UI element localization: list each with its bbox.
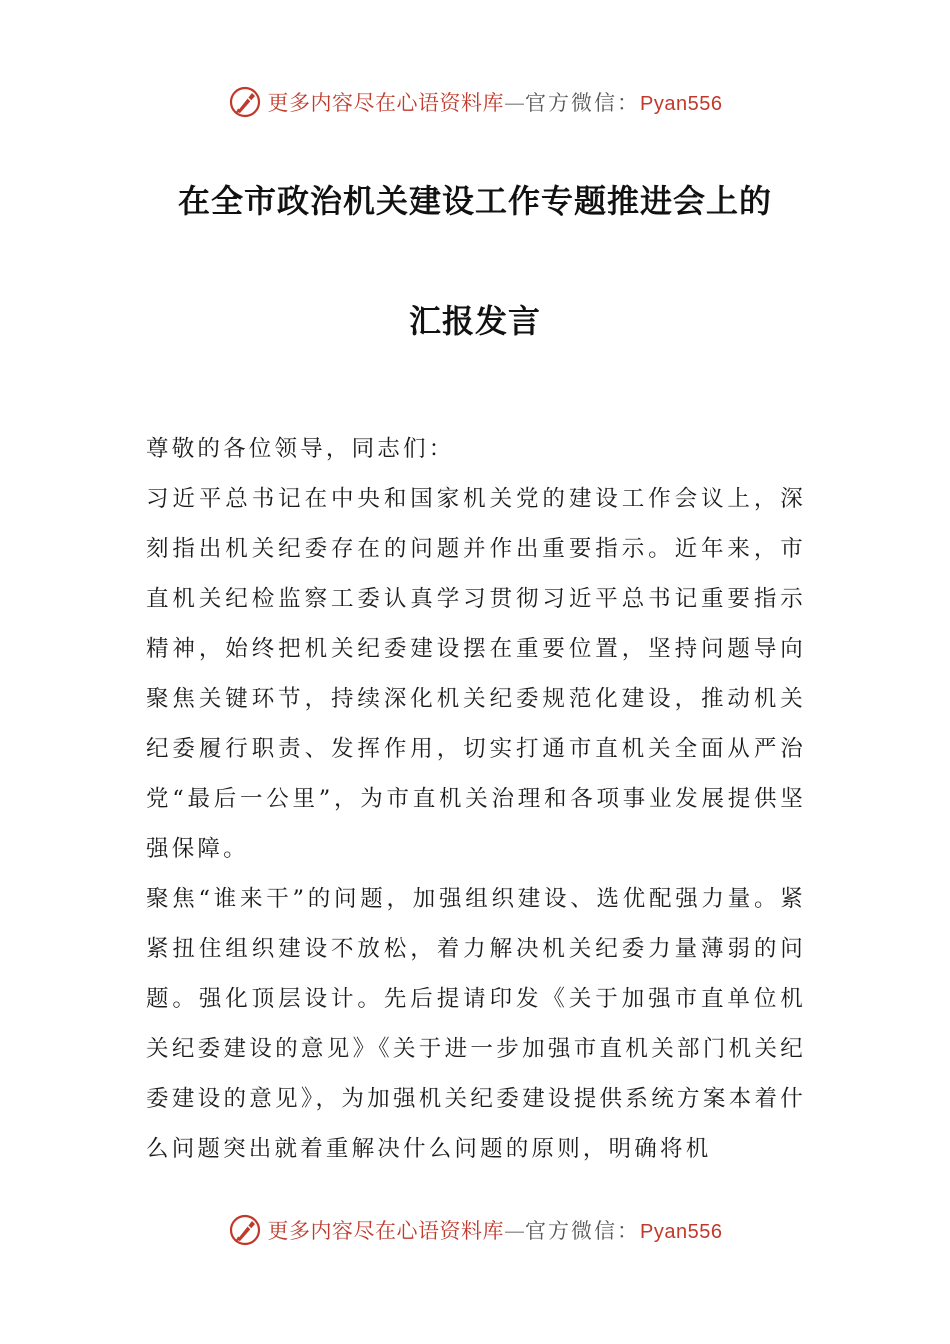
watermark-text [268,87,723,117]
footer-watermark [0,1210,950,1250]
watermark-text [268,1215,723,1245]
document-title-line2: 汇报发言 [408,302,541,340]
paragraph-2: 聚焦“谁来干”的问题，加强组织建设、选优配强力量。紧紧扭住组织建设不放松，着力解决机关纪委力量薄弱的问题。强化顶层设计。先后提请印发《关于加强市直单位机关纪委建设的意见》《关于进一步加强市直机关部门机关纪委建设的意见》，为加强机关纪委建设提供系统方案本着什么问题突出就着重解决什么问题的原则，明确将机 [146,886,806,1162]
watermark-official: 官方微信： [525,91,641,115]
header-watermark [0,82,950,122]
watermark-dash: — [504,1219,526,1243]
quill-logo-icon [228,1213,262,1247]
document-body [146,424,806,1174]
watermark-dash: — [504,91,526,115]
watermark-handle: Pyan556 [640,1221,723,1243]
paragraph-1: 习近平总书记在中央和国家机关党的建设工作会议上，深刻指出机关纪委存在的问题并作出重要指示。近年来，市直机关纪检监察工委认真学习贯彻习近平总书记重要指示精神，始终把机关纪委建设摆在重要位置，坚持问题导向聚焦关键环节，持续深化机关纪委规范化建设，推动机关纪委履行职责、发挥作用，切实打通市直机关全面从严治党“最后一公里”，为市直机关治理和各项事业发展提供坚强保障。 [146,486,806,862]
watermark-handle: Pyan556 [640,93,723,115]
watermark-official: 官方微信： [525,1219,641,1243]
salutation: 尊敬的各位领导，同志们： [146,436,455,462]
watermark-site: 更多内容尽在心语资料库 [267,1219,505,1243]
quill-logo-icon [228,85,262,119]
watermark-site: 更多内容尽在心语资料库 [267,91,505,115]
document-title-line1: 在全市政治机关建设工作专题推进会上的 [177,182,772,220]
